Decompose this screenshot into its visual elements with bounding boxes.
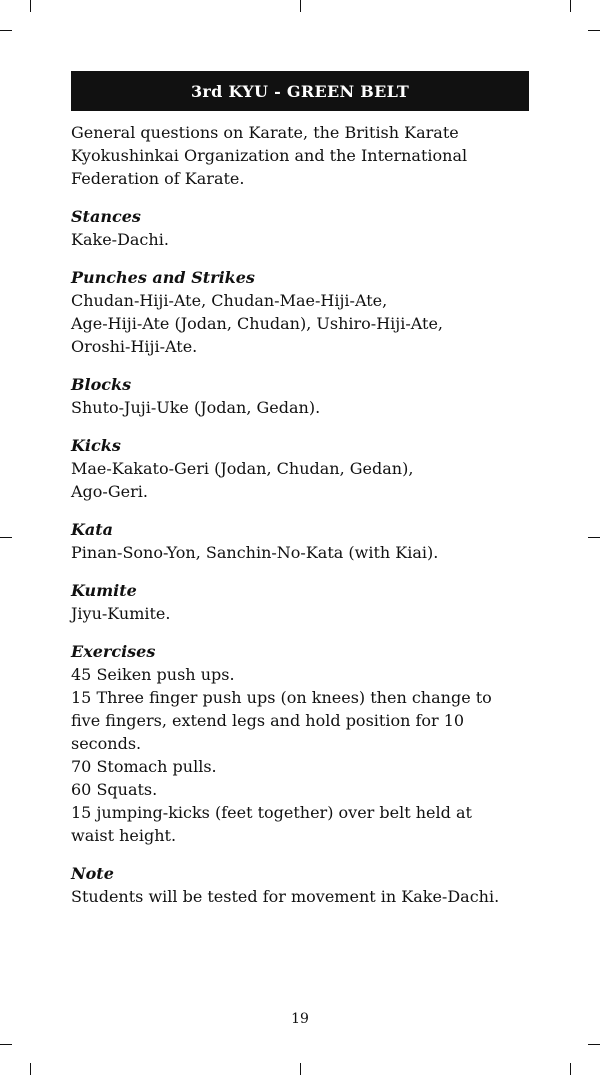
section-heading: Kata (71, 520, 114, 539)
section-line: 45 Seiken push ups. (71, 665, 235, 684)
page-title: 3rd KYU - GREEN BELT (71, 71, 529, 111)
section-line: Chudan-Hiji-Ate, Chudan-Mae-Hiji-Ate, (71, 291, 388, 310)
crop-mark-bottom-middle (300, 1063, 301, 1075)
intro-paragraph (71, 121, 521, 190)
crop-mark-top-far-right (570, 0, 571, 12)
section-punches-and-strikes (71, 266, 521, 358)
intro-line: General questions on Karate, the British Karate (71, 123, 459, 142)
section-heading: Exercises (71, 642, 156, 661)
crop-mark-right-bottom (588, 1044, 600, 1045)
section-line: Kake-Dachi. (71, 230, 169, 249)
section-line: 60 Squats. (71, 780, 158, 799)
section-heading: Kicks (71, 436, 121, 455)
section-exercises (71, 640, 521, 847)
section-heading: Blocks (71, 375, 132, 394)
intro-line: Kyokushinkai Organization and the International (71, 146, 468, 165)
crop-mark-bottom-right (570, 1063, 571, 1075)
section-kicks (71, 434, 521, 503)
intro-line: Federation of Karate. (71, 169, 245, 188)
section-heading: Kumite (71, 581, 137, 600)
section-line: five fingers, extend legs and hold position for 10 (71, 711, 465, 730)
section-line: 70 Stomach pulls. (71, 757, 217, 776)
crop-mark-right-top (588, 30, 600, 31)
section-line: Students will be tested for movement in Kake-Dachi. (71, 887, 500, 906)
document-body (71, 121, 521, 923)
crop-mark-left-top (0, 30, 12, 31)
section-line: 15 jumping-kicks (feet together) over belt held at (71, 803, 472, 822)
section-line: waist height. (71, 826, 177, 845)
section-stances (71, 205, 521, 251)
section-line: Mae-Kakato-Geri (Jodan, Chudan, Gedan), (71, 459, 414, 478)
crop-mark-left-middle (0, 537, 12, 538)
section-line: Shuto-Juji-Uke (Jodan, Gedan). (71, 398, 321, 417)
crop-mark-top-right (300, 0, 301, 12)
crop-mark-top-left (30, 0, 31, 12)
section-line: seconds. (71, 734, 142, 753)
section-blocks (71, 373, 521, 419)
section-line: Ago-Geri. (71, 482, 148, 501)
section-heading: Punches and Strikes (71, 268, 255, 287)
section-line: Jiyu-Kumite. (71, 604, 171, 623)
page-number: 19 (291, 1011, 309, 1027)
crop-mark-right-middle (588, 537, 600, 538)
section-kata (71, 518, 521, 564)
crop-mark-bottom-left (30, 1063, 31, 1075)
section-heading: Stances (71, 207, 141, 226)
section-kumite (71, 579, 521, 625)
section-line: Age-Hiji-Ate (Jodan, Chudan), Ushiro-Hiji-Ate, (71, 314, 443, 333)
crop-mark-left-bottom (0, 1044, 12, 1045)
section-line: 15 Three finger push ups (on knees) then change to (71, 688, 492, 707)
section-line: Oroshi-Hiji-Ate. (71, 337, 198, 356)
section-heading: Note (71, 864, 114, 883)
section-note (71, 862, 521, 908)
section-line: Pinan-Sono-Yon, Sanchin-No-Kata (with Kiai). (71, 543, 439, 562)
